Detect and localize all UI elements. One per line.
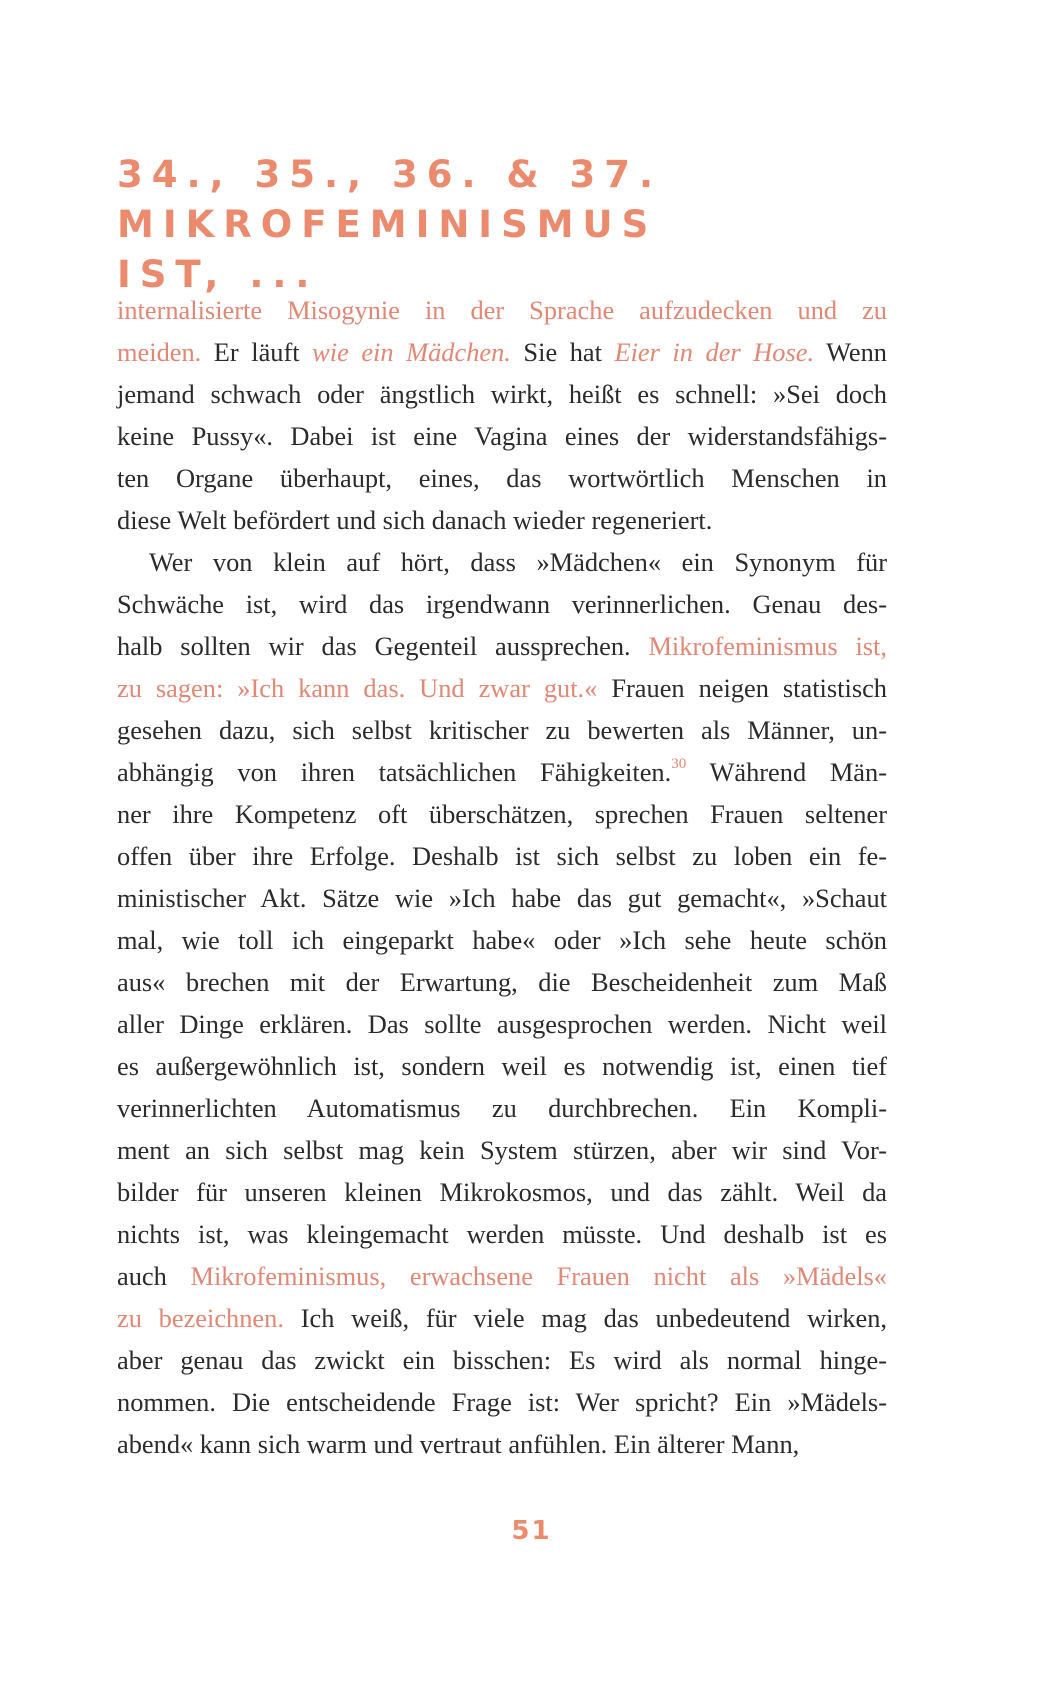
text-line [117, 457, 887, 499]
text-segment: nommen. Die entscheidende Frage ist: Wer spricht? Ein »Mädels- [117, 1387, 887, 1417]
text-line [117, 1255, 887, 1297]
text-line [117, 289, 887, 331]
text-segment: Ich weiß, für viele mag das unbedeutend wirken, [283, 1303, 887, 1333]
text-segment: Wer von klein auf hört, dass »Mädchen« ein Synonym für [149, 547, 887, 577]
chapter-heading-line-2: IST, ... [117, 253, 319, 296]
text-line [117, 835, 887, 877]
text-line [117, 373, 887, 415]
text-segment: diese Welt befördert und sich danach wieder regeneriert. [117, 505, 713, 535]
text-segment: ment an sich selbst mag kein System stürzen, aber wir sind Vor- [117, 1135, 887, 1165]
text-line [117, 919, 887, 961]
body-text [117, 289, 887, 1465]
text-line [117, 1171, 887, 1213]
text-line [117, 793, 887, 835]
text-line [117, 877, 887, 919]
text-line [117, 1087, 887, 1129]
text-segment: aus« brechen mit der Erwartung, die Bescheidenheit zum Maß [117, 967, 887, 997]
text-segment: Wenn [814, 337, 887, 367]
text-segment: offen über ihre Erfolge. Deshalb ist sich selbst zu loben ein fe- [117, 841, 887, 871]
text-line [117, 331, 887, 373]
highlighted-text: Mikrofeminismus, erwachsene Frauen nicht als »Mädels« [190, 1261, 887, 1291]
text-segment: mal, wie toll ich eingeparkt habe« oder »Ich sehe heute schön [117, 925, 887, 955]
text-line [117, 667, 887, 709]
text-segment: auch [117, 1261, 191, 1291]
text-segment: abhängig von ihren tatsächlichen Fähigkeiten. [117, 757, 672, 787]
text-segment: ten Organe überhaupt, eines, das wortwörtlich Menschen in [117, 463, 887, 493]
text-segment: halb sollten wir das Gegenteil aussprechen. [117, 631, 649, 661]
text-segment: jemand schwach oder ängstlich wirkt, heißt es schnell: »Sei doch [117, 379, 887, 409]
highlighted-text: zu bezeichnen. [117, 1303, 284, 1333]
page-number: 51 [511, 1516, 552, 1546]
text-line [117, 1423, 887, 1465]
text-line [117, 541, 887, 583]
text-line [117, 709, 887, 751]
text-segment: nichts ist, was kleingemacht werden müsste. Und deshalb ist es [117, 1219, 887, 1249]
text-segment: bilder für unseren kleinen Mikrokosmos, und das zählt. Weil da [117, 1177, 887, 1207]
chapter-heading-line-1: 34., 35., 36. & 37. MIKROFEMINISMUS [117, 153, 663, 246]
text-segment: Während Män- [686, 757, 887, 787]
text-segment: Frauen neigen statistisch [597, 673, 887, 703]
text-line [117, 961, 887, 1003]
text-segment: ner ihre Kompetenz oft überschätzen, sprechen Frauen seltener [117, 799, 887, 829]
text-line [117, 1297, 887, 1339]
highlighted-text: Mikrofeminismus ist, [648, 631, 887, 661]
text-line [117, 625, 887, 667]
text-line [117, 1381, 887, 1423]
text-line [117, 415, 887, 457]
text-segment: gesehen dazu, sich selbst kritischer zu bewerten als Männer, un- [117, 715, 887, 745]
highlighted-text: zu sagen: »Ich kann das. Und zwar gut.« [117, 673, 598, 703]
text-line [117, 1129, 887, 1171]
text-line [117, 1213, 887, 1255]
text-segment: ministischer Akt. Sätze wie »Ich habe das gut gemacht«, »Schaut [117, 883, 887, 913]
text-line [117, 751, 887, 793]
highlighted-text: internalisierte Misogynie in der Sprache aufzudecken und zu [117, 295, 887, 325]
text-segment: aller Dinge erklären. Das sollte ausgesprochen werden. Nicht weil [117, 1009, 887, 1039]
text-segment: keine Pussy«. Dabei ist eine Vagina eines der widerstandsfähigs- [117, 421, 887, 451]
text-line [117, 1339, 887, 1381]
text-segment: Er läuft [201, 337, 313, 367]
chapter-heading [117, 150, 957, 300]
text-segment: Sie hat [510, 337, 615, 367]
text-segment: verinnerlichten Automatismus zu durchbrechen. Ein Kompli- [117, 1093, 887, 1123]
text-line [117, 1003, 887, 1045]
text-segment: Schwäche ist, wird das irgendwann verinnerlichen. Genau des- [117, 589, 887, 619]
text-line [117, 1045, 887, 1087]
text-segment: abend« kann sich warm und vertraut anfühlen. Ein älterer Mann, [117, 1429, 800, 1459]
text-line [117, 499, 887, 541]
text-segment: aber genau das zwickt ein bisschen: Es wird als normal hinge- [117, 1345, 887, 1375]
highlighted-text: wie ein Mädchen. [312, 337, 511, 367]
text-segment: es außergewöhnlich ist, sondern weil es notwendig ist, einen tief [117, 1051, 887, 1081]
footnote-marker: 30 [671, 756, 687, 772]
highlighted-text: meiden. [117, 337, 202, 367]
text-line [117, 583, 887, 625]
highlighted-text: Eier in der Hose. [614, 337, 815, 367]
